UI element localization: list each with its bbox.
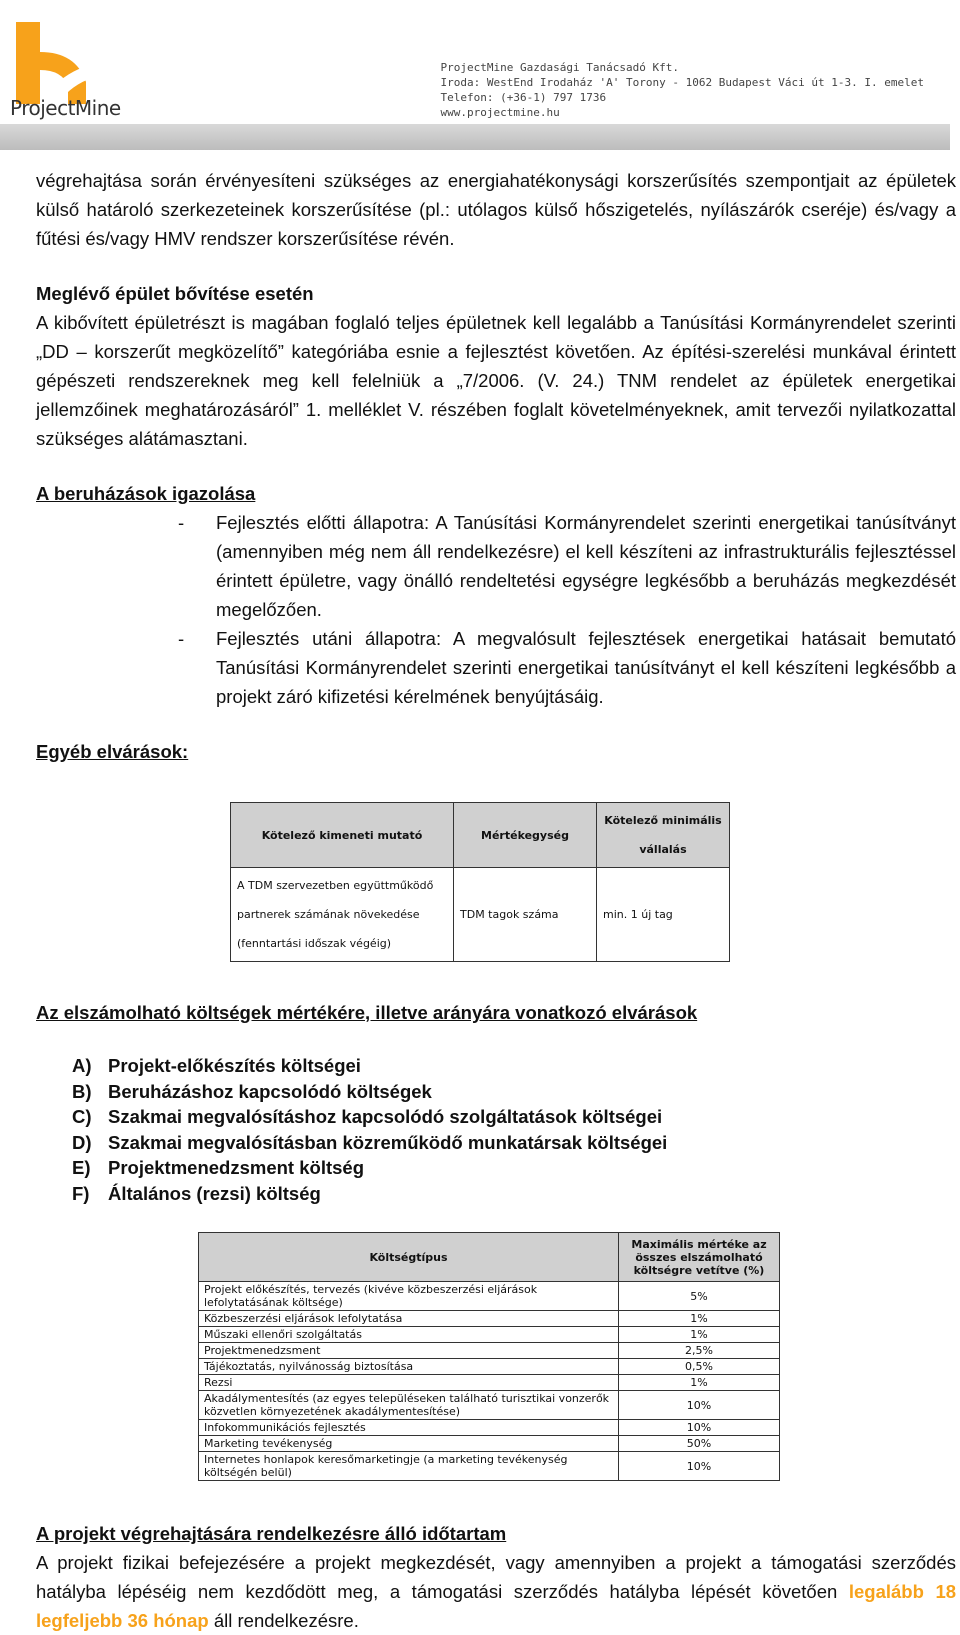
duration-paragraph: A projekt fizikai befejezésére a projekt megkezdését, vagy amennyiben a projekt a támogatási szerződés hatályba lépéséig nem kezdődött meg, a támogatási szerződés hatályba lépését követően legalább 18 legfeljebb 36 hónap áll rendelkezésre. (36, 1552, 957, 1631)
company-address: Iroda: WestEnd Irodaház 'A' Torony - 1062 Budapest Váci út 1-3. I. emelet (440, 76, 924, 89)
table-cell: TDM tagok száma (454, 868, 597, 962)
list-item: D) Szakmai megvalósításban közreműködő munkatársak költségei (72, 1131, 668, 1153)
table-row: Projekt előkészítés, tervezés (kivéve közbeszerzési eljárások lefolytatásának költsége) 5% (199, 1282, 780, 1311)
indicator-table (230, 802, 730, 962)
table-row: Internetes honlapok keresőmarketingje (a marketing tevékenység költségén belül) 10% (199, 1452, 780, 1481)
duration-highlight: legalább 18 legfeljebb 36 hónap (36, 1581, 957, 1631)
table-cell: A TDM szervezetben együttműködő partnerek számának növekedése (fenntartási időszak végéig) (231, 868, 454, 962)
list-item: C) Szakmai megvalósításhoz kapcsolódó szolgáltatások költségei (72, 1106, 663, 1127)
other-heading: Egyéb elvárások: (36, 741, 189, 762)
table-row: Akadálymentesítés (az egyes településeken található turisztikai vonzerők közvetlen környezetének akadálymentesítése) 10% (199, 1391, 780, 1420)
table-header: Kötelező kimeneti mutató (231, 803, 454, 868)
page-header (0, 0, 960, 150)
cost-limits-table (198, 1232, 780, 1481)
table-row: Közbeszerzési eljárások lefolytatása 1% (199, 1311, 780, 1327)
table-cell: min. 1 új tag (597, 868, 730, 962)
company-name: ProjectMine Gazdasági Tanácsadó Kft. (440, 61, 679, 74)
table-row: Műszaki ellenőri szolgáltatás 1% (199, 1327, 780, 1343)
intro-paragraph: végrehajtása során érvényesíteni szükséges az energiahatékonysági korszerűsítés szempontjait az épületek külső határoló szerkezeteinek korszerűsítése (pl.: utólagos külső hőszigetelés, nyílászárók cseréje) és/vagy a fűtési és/vagy HMV rendszer korszerűsítése révén. (36, 170, 956, 249)
expansion-heading: Meglévő épület bővítése esetén (36, 283, 314, 304)
table-row: Marketing tevékenység 50% (199, 1436, 780, 1452)
duration-heading: A projekt végrehajtására rendelkezésre álló időtartam (36, 1523, 507, 1544)
list-item: A) Projekt-előkészítés költségei (72, 1055, 361, 1076)
table-header: Maximális mértéke az összes elszámolható költségre vetítve (%) (619, 1233, 780, 1282)
table-header: Mértékegység (454, 803, 597, 868)
table-header: Költségtípus (199, 1233, 619, 1282)
expansion-paragraph: A kibővített épületrészt is magában foglaló teljes épületnek kell legalább a Tanúsítási Kormányrendelet szerinti „DD – korszerűt megközelítő” kategóriába esnie a fejlesztést követően. Az építési-szerelési munkával érintett gépészeti rendszereknek meg kell felelniük a „7/2006. (V. 24.) TNM rendelet az épületek energetikai jellemzőinek meghatározásáról” 1. melléklet V. részében foglalt követelményeknek, amit tervezői nyilatkozattal szükséges alátámasztani. (36, 312, 956, 449)
table-row: Rezsi 1% (199, 1375, 780, 1391)
investments-heading: A beruházások igazolása (36, 483, 256, 504)
table-row (231, 868, 730, 962)
company-phone: Telefon: (+36-1) 797 1736 (440, 91, 607, 104)
investments-list (36, 508, 956, 711)
list-item: B) Beruházáshoz kapcsolódó költségek (72, 1080, 432, 1102)
list-item: E) Projektmenedzsment költség (72, 1157, 364, 1178)
costs-heading: Az elszámolható költségek mértékére, illetve arányára vonatkozó elvárások (36, 1002, 698, 1023)
company-website[interactable]: www.projectmine.hu (440, 106, 560, 119)
cost-categories-list (36, 1053, 956, 1206)
table-row: Infokommunikációs fejlesztés 10% (199, 1420, 780, 1436)
logo-text: ProjectMine (10, 96, 121, 120)
company-info (441, 60, 924, 120)
table-row: Tájékoztatás, nyilvánosság biztosítása 0,5% (199, 1359, 780, 1375)
header-bar (0, 124, 950, 150)
list-item: - Fejlesztés utáni állapotra: A megvalósult fejlesztések energetikai hatásait bemutató Tanúsítási Kormányrendelet szerinti energetikai tanúsítványt el kell készíteni legkésőbb a projekt záró kifizetési kérelmének benyújtásáig. (176, 624, 956, 711)
document-body (36, 166, 956, 1635)
table-header: Kötelező minimális vállalás (597, 803, 730, 868)
list-item: - Fejlesztés előtti állapotra: A Tanúsítási Kormányrendelet szerinti energetikai tanúsítványt (amennyiben még nem áll rendelkezésre) el kell készíteni az infrastrukturális fejlesztéssel érintett épületre, vagy önálló rendeltetési egységre legkésőbb a beruházás megkezdését megelőzően. (176, 508, 956, 624)
table-row: Projektmenedzsment 2,5% (199, 1343, 780, 1359)
list-item: F) Általános (rezsi) költség (72, 1182, 321, 1204)
